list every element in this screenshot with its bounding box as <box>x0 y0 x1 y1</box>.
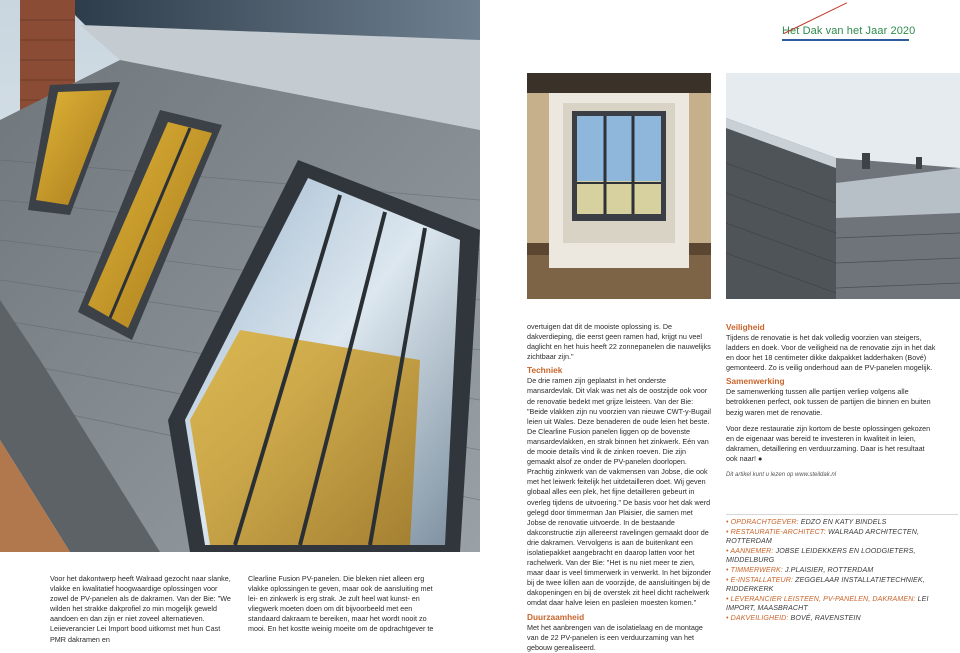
credit-row <box>726 614 958 624</box>
credit-key: LEVERANCIER LEISTEEN, PV-PANELEN, DAKRAMEN: <box>730 594 916 603</box>
source-note: Dit artikel kunt u lezen op www.steildak.nl <box>726 472 837 479</box>
closing-text: Voor deze restauratie zijn kortom de beste oplossingen gekozen en de eigenaar was bereid te investeren in kwaliteit in leien, dakramen, detaillering en verduurzaming. Daar is het resultaat ook naar! ● <box>726 423 931 463</box>
credit-row <box>726 518 958 528</box>
credit-row <box>726 547 958 566</box>
techniek-text: De drie ramen zijn geplaatst in het onderste mansardevlak. Dit vlak was net als de oostzijde ook voor de renovatie bedekt met grijze leisteen. Van der Bie: "Beide vlakken zijn nu voorzien van nieuwe CWT-y-Bugail leien uit Wales. Deze benaderen de oude leien het beste. De Clearline Fusion panelen liggen op de bovenste mansardevlakken, en strak binnen het zinkwerk. Eén van de mooie details vind ik de zinken roeven. Die zijn gemaakt alsof ze onder de PV-panelen doorlopen. Prachtig zinkwerk van de vakmensen van Jobse, die ook met het leiwerk feitelijk het uitdetailleren doet. Wij geven globaal alles een plek, het fijne detailleren gebeurt in overleg tijdens de uitvoering." De basis voor het dak werd gelegd door timmerman Jan Plaisier, die samen met Jobse de renovatie uitvoerde. In de bestaande dakconstructie zijn allereerst ravelingen gemaakt door de drie dakramen. Vervolgens is aan de buitenkant een isolatiepakket aangebracht en daarop latten voor het rachelwerk. Van der Bie: "Het is nu niet meer te zien, maar daar is veel timmerwerk in verwerkt. In het bijzonder bij de twee killen aan de voorzijde, de aansluitingen bij de dakopeningen en bij de overstek zit heel dicht rachelwerk omdat daar halve leien en pasleien moesten komen." <box>527 376 712 608</box>
credits-list <box>726 518 958 624</box>
intro-text: overtuigen dat dit de mooiste oplossing is. De dakverdieping, die eerst geen ramen had, krijgt nu veel daglicht en het huis heeft 22 zonnepanelen die nauwelijks zichtbaar zijn." <box>527 322 711 362</box>
roof-illustration <box>0 0 480 552</box>
credits-box <box>726 514 958 624</box>
credit-value: LEI IMPORT, MAASBRACHT <box>726 594 929 613</box>
left-col-1-text: Voor het dakontwerp heeft Walraad gezocht naar slanke, vlakke en kwalitatief hoogwaardige oplossingen voor zowel de PV-panelen als de dakramen. Van der Bie: "We wilden het strakke dakprofiel zo min mogelijk geweld aandoen en dan zijn er niet zoveel alternatieven. Leiieverancier Lei Import bood uitkomst met hun Cast PMR dakramen en <box>50 574 231 644</box>
credit-key: DAKVEILIGHEID: <box>730 613 789 622</box>
credit-value: EDZO EN KATY BINDELS <box>800 518 887 526</box>
credit-row <box>726 566 958 576</box>
left-col-2-text: Clearline Fusion PV-panelen. Die bleken niet alleen erg vlakke oplossingen te geven, maar ook de aansluiting met lei- en zinkwerk is erg strak. Je zult heel wat kunst- en vliegwerk moeten doen om dit bijvoorbeeld met een standaard dakraam te bereiken, maar het wordt nooit zo mooi. En het kostte weinig moeite om de opdrachtgever te <box>248 574 434 634</box>
credit-key: E-INSTALLATEUR: <box>730 575 793 584</box>
credit-bullet: • <box>726 565 731 574</box>
credit-bullet: • <box>726 613 731 622</box>
veiligheid-heading: Veiligheid <box>726 322 765 332</box>
masthead-logo <box>782 21 932 47</box>
credit-bullet: • <box>726 594 731 603</box>
credit-value: ZEGGELAAR INSTALLATIETECHNIEK, RIDDERKERK <box>726 575 925 594</box>
skylight-photo <box>527 73 711 299</box>
credit-bullet: • <box>726 546 731 555</box>
left-col-1 <box>50 574 235 645</box>
roof-photo <box>726 73 960 299</box>
credit-value: BOVÉ, RAVENSTEIN <box>790 613 861 622</box>
duurzaamheid-heading: Duurzaamheid <box>527 611 585 622</box>
duurzaamheid-text: Met het aanbrengen van de isolatielaag en de montage van de 22 PV-panelen is een verduurzaming van het gebouw gerealiseerd. <box>527 622 703 652</box>
credit-key: TIMMERWERK: <box>730 565 783 574</box>
masthead-title: Het Dak van het Jaar 2020 <box>782 25 916 37</box>
right-col-1 <box>527 322 713 653</box>
credit-row <box>726 528 958 547</box>
skylight-illustration <box>527 73 711 299</box>
credit-key: RESTAURATIE-ARCHITECT: <box>730 527 826 536</box>
veiligheid-text: Tijdens de renovatie is het dak volledig voorzien van steigers, ladders en doek. Voor de veiligheid na de renovatie zijn in het dak en door het 18 centimeter dikke dakpakket ladderhaken (Bové) gemonteerd. Zo is veilig onderhoud aan de PV-panelen mogelijk. <box>726 333 936 373</box>
main-photo <box>0 0 480 552</box>
techniek-heading: Techniek <box>527 365 563 376</box>
credit-bullet: • <box>726 575 731 584</box>
roof-illustration-2 <box>726 73 960 299</box>
masthead-underline <box>782 39 909 41</box>
credit-bullet: • <box>726 518 731 526</box>
left-col-2 <box>248 574 434 635</box>
credit-key: OPDRACHTGEVER: <box>730 518 799 526</box>
credit-value: J.PLAISIER, ROTTERDAM <box>784 565 874 574</box>
credit-row <box>726 595 958 614</box>
credit-row <box>726 576 958 595</box>
samenwerking-heading: Samenwerking <box>726 376 785 387</box>
credit-value: JOBSE LEIDEKKERS EN LOODGIETERS, MIDDELBURG <box>726 546 916 565</box>
samenwerking-text: De samenwerking tussen alle partijen verliep volgens alle betrokkenen perfect, ook tussen de partijen die binnen en buiten bezig waren met de renovatie. <box>726 387 931 417</box>
right-col-2 <box>726 322 936 480</box>
credits-divider-top <box>726 514 958 515</box>
credit-bullet: • <box>726 527 731 536</box>
credit-value: WALRAAD ARCHITECTEN, ROTTERDAM <box>726 527 920 546</box>
credit-key: AANNEMER: <box>730 546 774 555</box>
